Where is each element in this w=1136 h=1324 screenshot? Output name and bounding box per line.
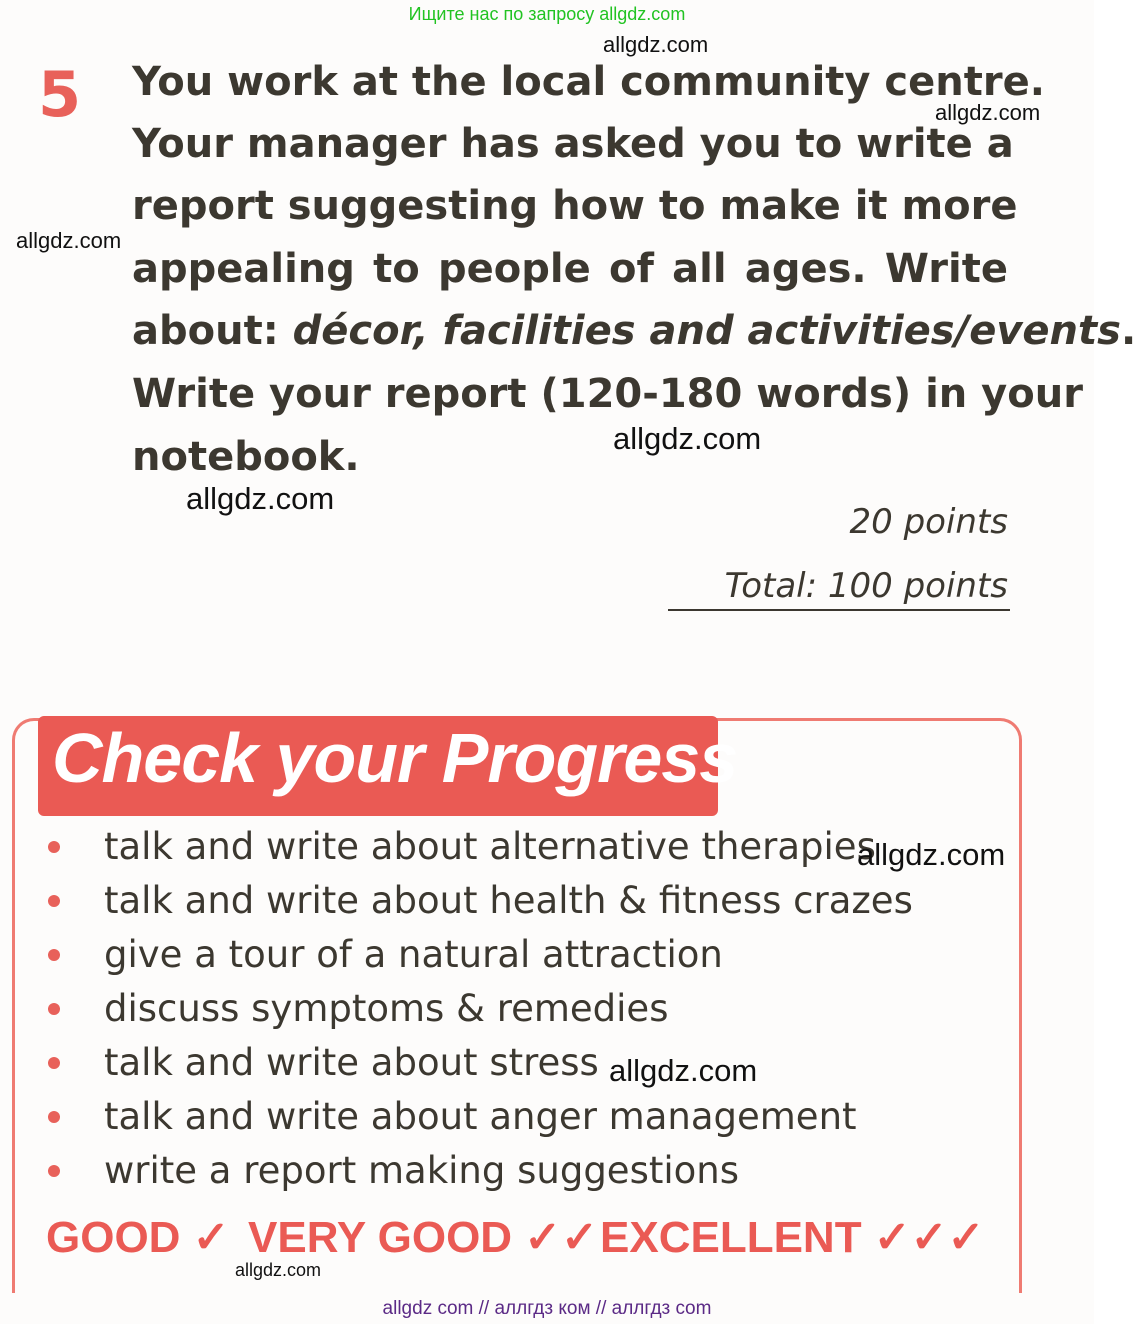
task-line-4: appealing to people of all ages. Write [132,246,1008,292]
task-line-5-suffix: . [1120,308,1136,354]
check-progress-title: Check your Progress [52,719,738,797]
rating-good: GOOD ✓ [46,1213,230,1262]
watermark: allgdz.com [613,421,762,456]
task-line-1: You work at the local community centre. [132,59,1045,105]
task-line-3: report suggesting how to make it more [132,183,1018,229]
progress-item-text: talk and write about stress [104,1041,599,1084]
progress-item [48,933,723,987]
total-underline [668,609,1010,611]
bullet-icon [48,1111,60,1123]
progress-item [48,879,913,933]
watermark: allgdz.com [603,32,709,57]
progress-item [48,1149,739,1203]
progress-item [48,1041,599,1095]
bullet-icon [48,1165,60,1177]
bottom-links[interactable]: allgdz com // аллгдз ком // аллгдз com [382,1298,712,1319]
bullet-icon [48,1057,60,1069]
watermark: allgdz.com [935,100,1041,125]
watermark: allgdz.com [186,481,335,516]
task-line-5 [132,306,1136,356]
progress-item [48,987,668,1041]
bullet-icon [48,949,60,961]
progress-item-text: discuss symptoms & remedies [104,987,669,1030]
watermark: allgdz.com [857,837,1006,872]
watermark: allgdz.com [235,1260,322,1280]
progress-item-text: write a report making suggestions [104,1149,739,1192]
progress-item-text: talk and write about alternative therapies [104,825,876,868]
watermark: allgdz.com [609,1053,758,1088]
rating-very-good: VERY GOOD ✓✓ [248,1213,599,1262]
progress-item [48,1095,857,1149]
progress-item-text: give a tour of a natural attraction [104,933,723,976]
task-line-7: notebook. [132,434,360,480]
task-line-5-topics: décor, facilities and activities/events [292,308,1121,354]
bullet-icon [48,841,60,853]
bullet-icon [48,1003,60,1015]
task-line-5-prefix: about: [132,308,293,354]
task-line-6: Write your report (120-180 words) in your [132,371,1083,417]
task-number: 5 [38,58,82,131]
bullet-icon [48,895,60,907]
progress-item [48,825,876,879]
watermark: allgdz.com [16,228,122,253]
progress-item-text: talk and write about health & fitness crazes [104,879,913,922]
rating-excellent: EXCELLENT ✓✓✓ [600,1213,985,1262]
top-banner[interactable]: Ищите нас по запросу allgdz.com [408,4,686,24]
progress-item-text: talk and write about anger management [104,1095,857,1138]
task-line-2: Your manager has asked you to write a [132,121,1014,167]
task-points: 20 points [849,502,1008,542]
total-points: Total: 100 points [724,566,1008,606]
